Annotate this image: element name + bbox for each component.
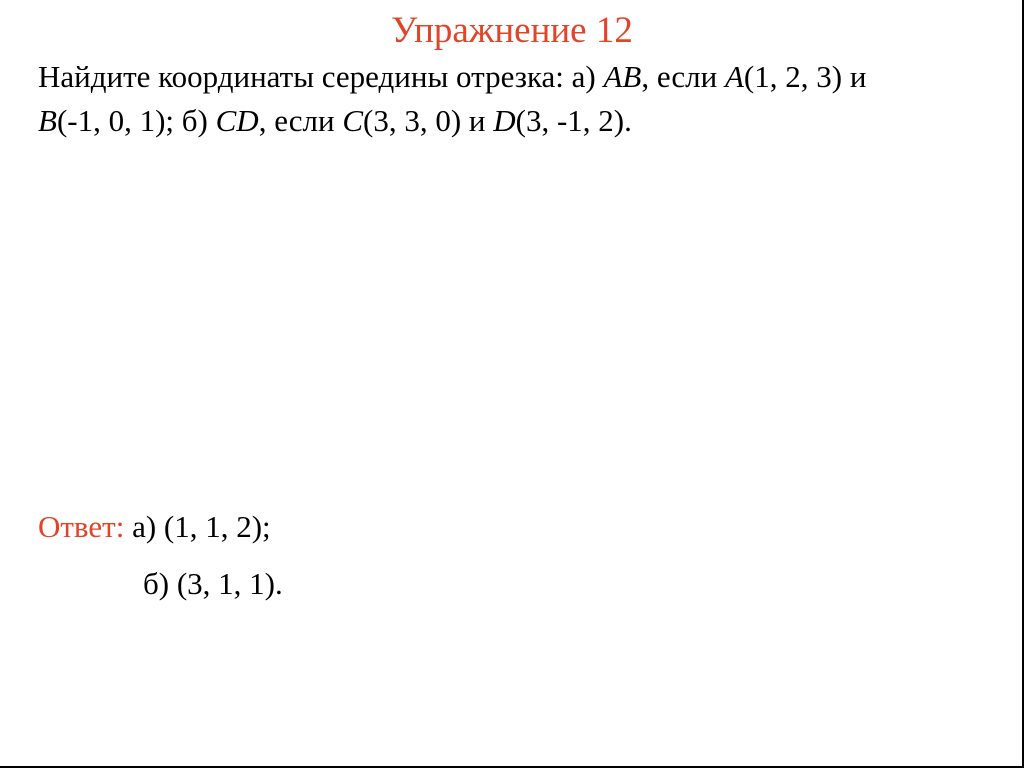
point-b-coords: (-1, 0, 1); б) [56,103,216,138]
point-d-label: D [493,103,516,138]
segment-ab: AB [603,59,642,94]
segment-cd: CD [215,103,259,138]
task-line-1 [38,55,998,99]
answer-b: б) (3, 1, 1). [143,566,283,601]
answer-label: Ответ: [38,509,125,544]
answer-part-a: а) (1, 1, 2); [124,509,271,544]
point-c-label: C [342,103,363,138]
point-a-label: A [724,59,744,94]
point-b-label: B [38,103,57,138]
point-a-coords: (1, 2, 3) и [743,59,867,94]
task-text [38,55,998,143]
point-c-coords: (3, 3, 0) и [363,103,494,138]
point-d-coords: (3, -1, 2). [515,103,632,138]
task-text-3: , если [258,103,343,138]
task-line-2 [38,99,998,143]
answer-a [38,505,271,549]
task-text-1: Найдите координаты середины отрезка: а) [38,59,604,94]
task-text-2: , если [641,59,725,94]
slide-title: Упражнение 12 [391,10,633,51]
